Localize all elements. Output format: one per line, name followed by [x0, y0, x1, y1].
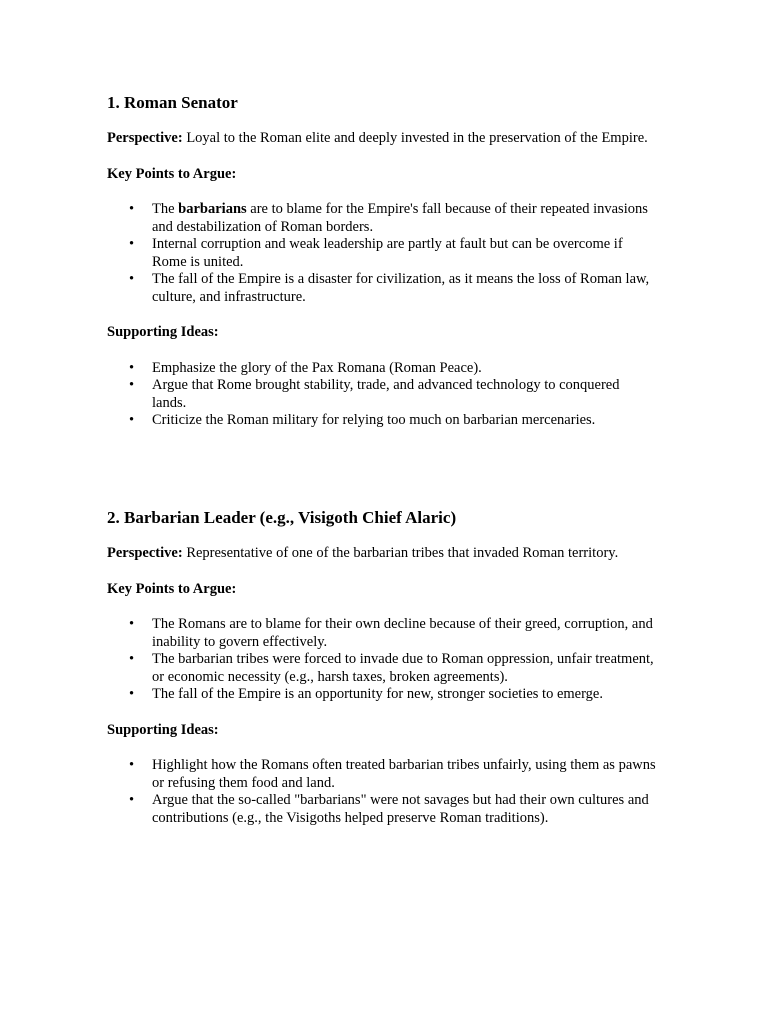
perspective-paragraph [107, 545, 657, 563]
perspective-label: Perspective: [107, 130, 183, 146]
list-item: • The fall of the Empire is an opportunity for new, stronger societies to emerge. [152, 686, 657, 704]
list-item-bold: barbarians [178, 201, 247, 217]
list-item: • The barbarian tribes were forced to invade due to Roman oppression, unfair treatment, or economic necessity (e.g., harsh taxes, broken agreements). [152, 651, 657, 686]
list-item: • The Romans are to blame for their own decline because of their greed, corruption, and inability to govern effectively. [152, 616, 657, 651]
key-points-list [107, 616, 657, 704]
list-item: • Criticize the Roman military for relying too much on barbarian mercenaries. [152, 412, 657, 430]
list-item: • Highlight how the Romans often treated barbarian tribes unfairly, using them as pawns or refusing them food and land. [152, 757, 657, 792]
list-item: • Internal corruption and weak leadership are partly at fault but can be overcome if Rome is united. [152, 236, 657, 271]
list-item: • The fall of the Empire is a disaster for civilization, as it means the loss of Roman law, culture, and infrastructure. [152, 271, 657, 306]
supporting-ideas-heading: Supporting Ideas: [107, 721, 219, 738]
perspective-paragraph [107, 130, 657, 148]
list-item: • Argue that Rome brought stability, trade, and advanced technology to conquered lands. [152, 377, 657, 412]
list-item-prefix: The [152, 201, 179, 217]
perspective-text: Representative of one of the barbarian tribes that invaded Roman territory. [186, 545, 619, 561]
key-points-list [107, 201, 657, 306]
list-item-text: are to blame for the Empire's fall because of their repeated invasions and destabilization of Roman borders. [152, 201, 648, 235]
key-points-heading: Key Points to Argue: [107, 165, 237, 182]
list-item [152, 201, 657, 236]
section-title: 2. Barbarian Leader (e.g., Visigoth Chief Alaric) [107, 508, 457, 527]
supporting-ideas-list [107, 360, 657, 430]
list-item: • Emphasize the glory of the Pax Romana (Roman Peace). [152, 360, 657, 378]
perspective-text: Loyal to the Roman elite and deeply invested in the preservation of the Empire. [186, 130, 648, 146]
section-roman-senator [107, 93, 657, 430]
perspective-label: Perspective: [107, 545, 183, 561]
supporting-ideas-list [107, 757, 657, 827]
list-item: • Argue that the so-called "barbarians" were not savages but had their own cultures and contributions (e.g., the Visigoths helped preserve Roman traditions). [152, 792, 657, 827]
section-barbarian-leader [107, 508, 657, 827]
key-points-heading: Key Points to Argue: [107, 580, 237, 597]
section-title: 1. Roman Senator [107, 93, 238, 112]
supporting-ideas-heading: Supporting Ideas: [107, 324, 219, 340]
